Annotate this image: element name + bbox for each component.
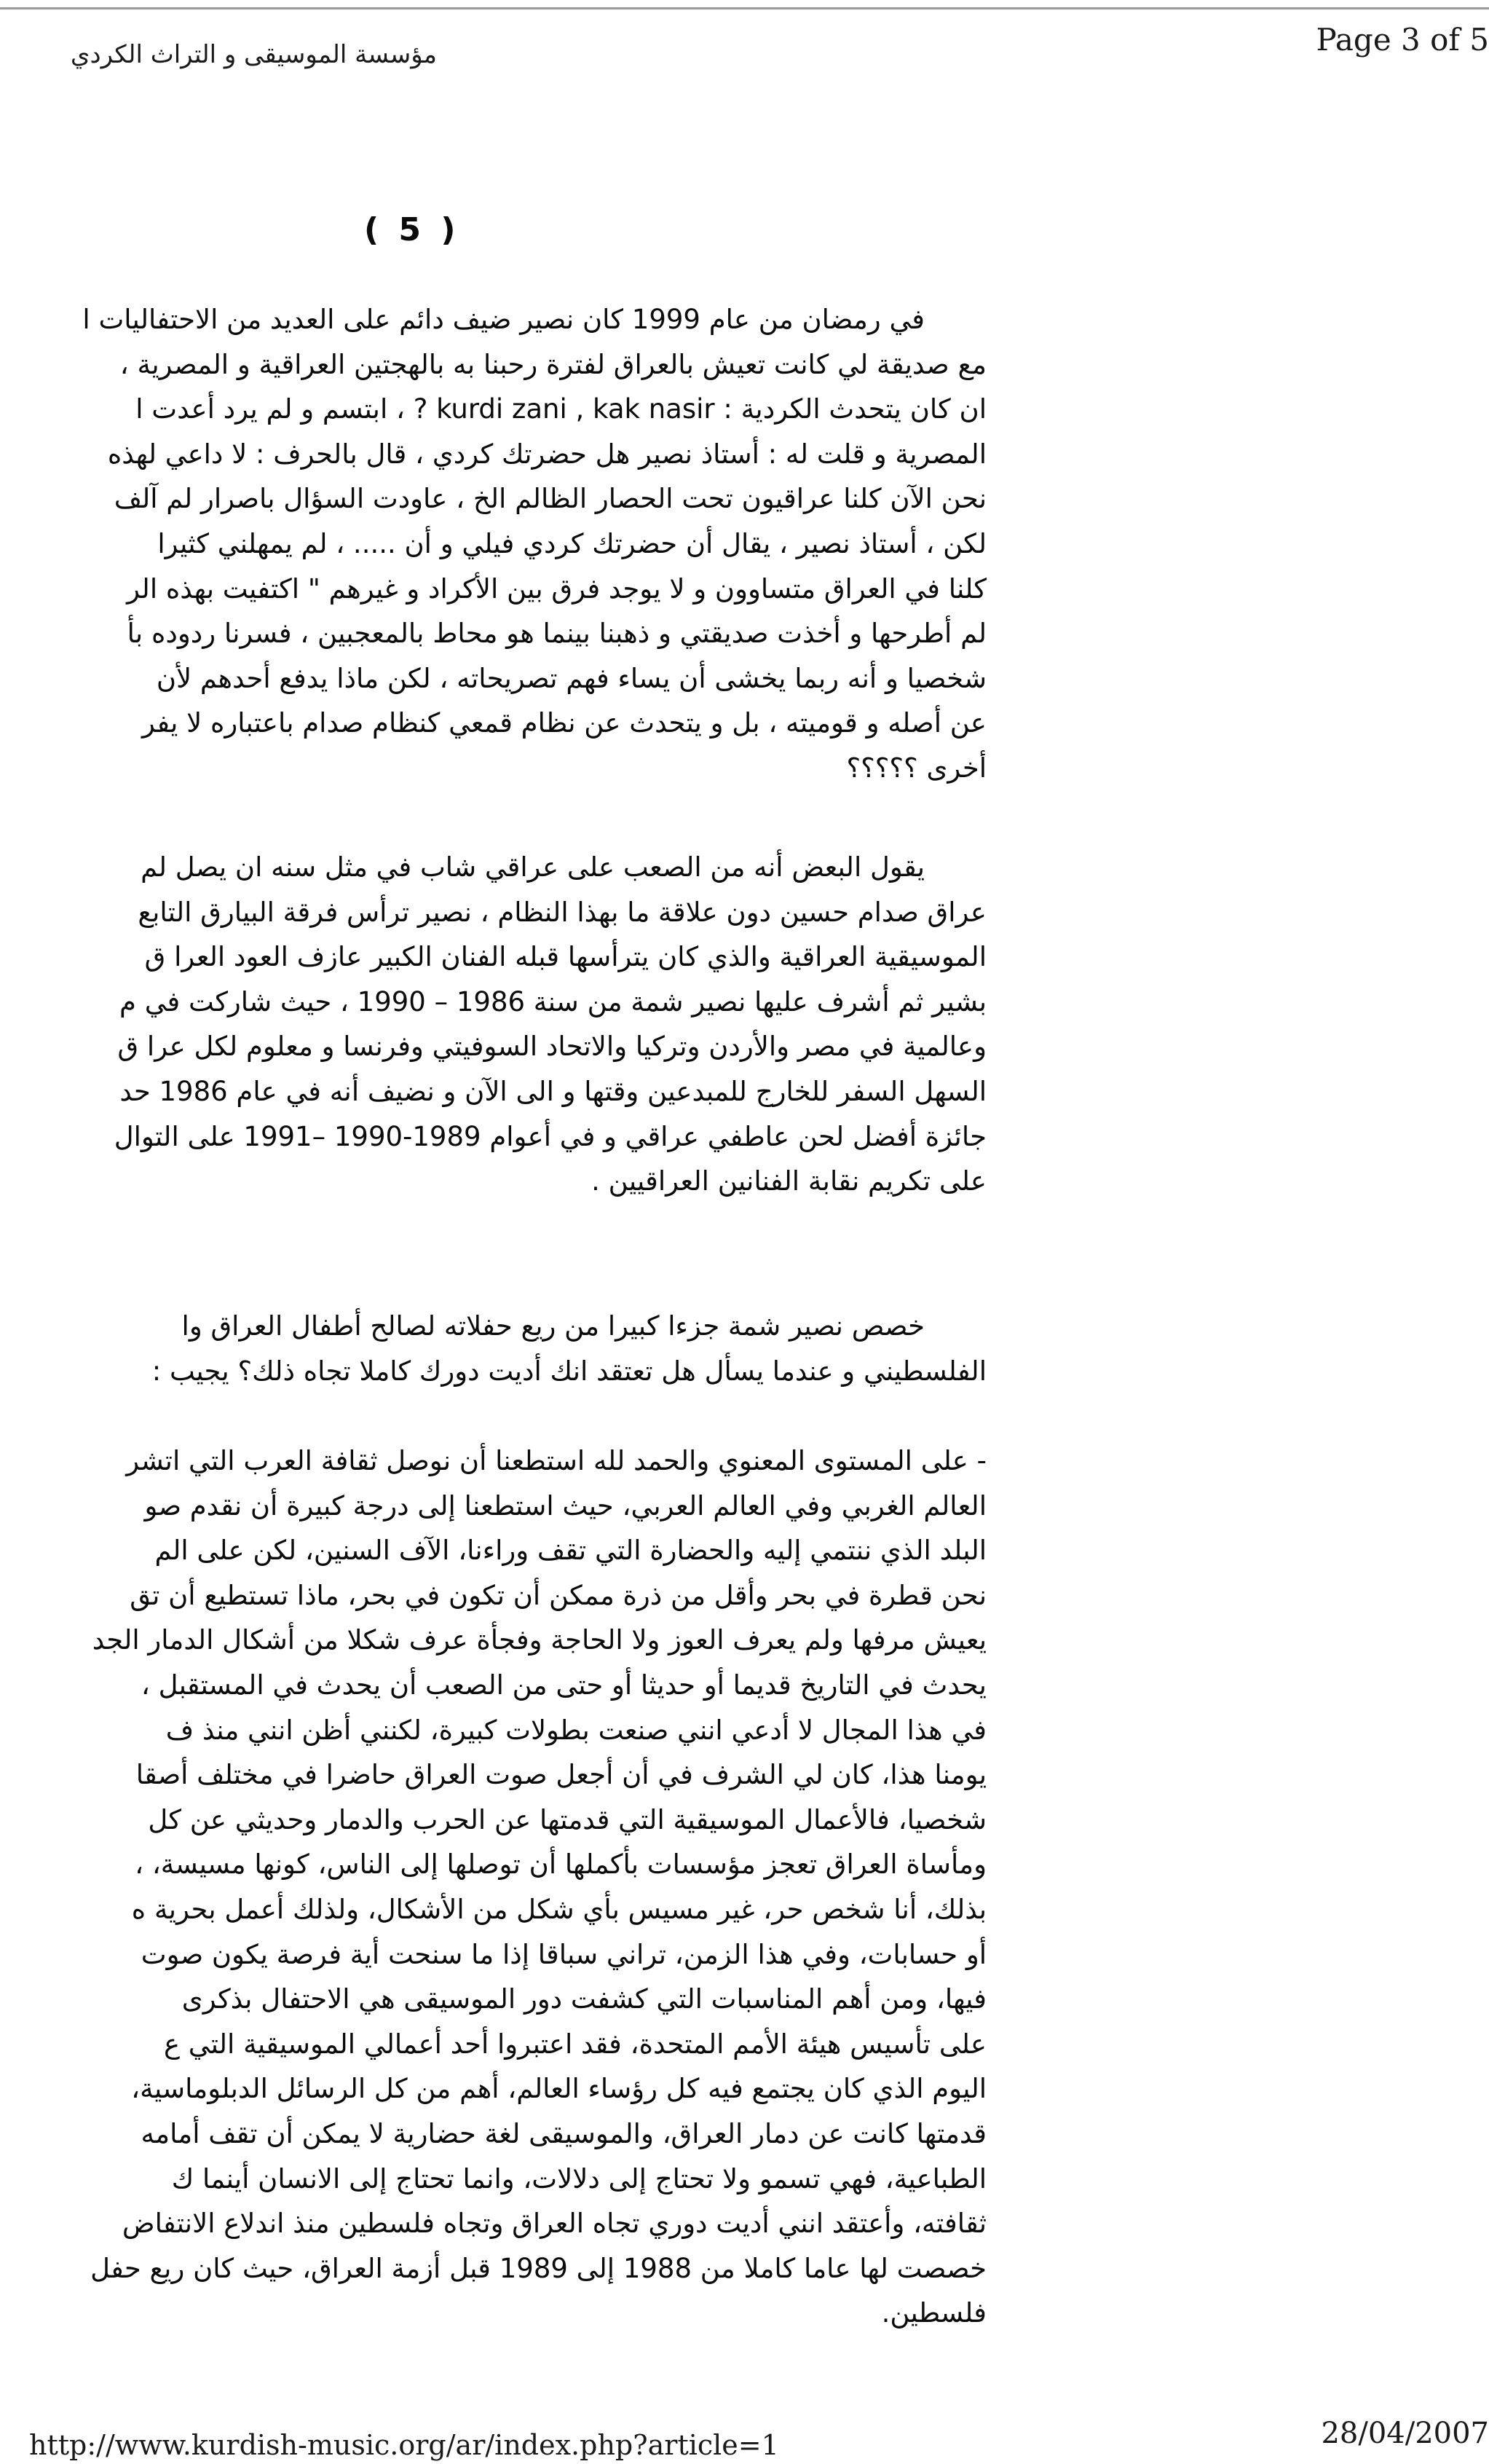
paragraph-line: البلد الذي ننتمي إليه والحضارة التي تقف وراءنا، الآف السنين، لكن على الم (154, 1535, 987, 1567)
site-name: مؤسسة الموسيقى و التراث الكردي (70, 40, 437, 69)
paragraph-line: الموسيقية العراقية والذي كان يترأسها قبله الفنان الكبير عازف العود العرا ق (144, 941, 987, 973)
paragraph-line: عراق صدام حسين دون علاقة ما بهذا النظام ، نصير ترأس فرقة البيارق التابع (138, 896, 987, 928)
paragraph-line: بذلك، أنا شخص حر، غير مسيس بأي شكل من الأشكال، ولذلك أعمل بحرية ه (131, 1893, 987, 1925)
paragraph-line: فيها، ومن أهم المناسبات التي كشفت دور الموسيقى هي الاحتفال بذكرى (181, 1983, 987, 2015)
paragraph-line: بشير ثم أشرف عليها نصير شمة من سنة 1986 – 1990 ، حيث شاركت في م (119, 985, 987, 1018)
paragraph-line: عن أصله و قوميته ، بل و يتحدث عن نظام قمعي كنظام صدام باعتباره لا يفر (141, 707, 987, 739)
paragraph-line: كلنا في العراق متساوون و لا يوجد فرق بين الأكراد و غيرهم " اكتفيت بهذه الر (127, 572, 987, 605)
footer-url: http://www.kurdish-music.org/ar/index.php?article=1 (29, 2429, 779, 2461)
paragraph-line: أخرى ؟؟؟؟؟ (846, 752, 987, 784)
paragraph-line: نحن الآن كلنا عراقيون تحت الحصار الظالم الخ ، عاودت السؤال باصرار لم آلف (114, 483, 987, 515)
paragraph-line: خصصت لها عاما كاملا من 1988 إلى 1989 قبل أزمة العراق، حيث كان ريع حفل (90, 2252, 987, 2284)
paragraph-line: المصرية و قلت له : أستاذ نصير هل حضرتك كردي ، قال بالحرف : لا داعي لهذه (107, 438, 987, 470)
paragraph-3 (0, 1304, 987, 1393)
paragraph-line: في رمضان من عام 1999 كان نصير ضيف دائم على العديد من الاحتفاليات ا (82, 304, 925, 335)
paragraph-line: ان كان يتحدث الكردية : kurdi zani , kak nasir ? ، ابتسم و لم يرد أعدت ا (135, 393, 987, 425)
footer-date: 28/04/2007 (1321, 2417, 1489, 2450)
paragraph-line: نحن قطرة في بحر وأقل من ذرة ممكن أن تكون في بحر، ماذا تستطيع أن تق (130, 1579, 987, 1611)
paragraph-line: على تأسيس هيئة الأمم المتحدة، فقد اعتبروا أحد أعمالي الموسيقية التي ع (163, 2028, 987, 2060)
paragraph-1 (0, 297, 987, 791)
page-number: Page 3 of 5 (1316, 22, 1489, 58)
paragraph-line: جائزة أفضل لحن عاطفي عراقي و في أعوام 1989-1990 –1991 على التوال (114, 1120, 987, 1152)
paragraph-line: على تكريم نقابة الفنانين العراقيين . (591, 1165, 987, 1197)
paragraph-line: العالم الغربي وفي العالم العربي، حيث استطعنا إلى درجة كبيرة أن نقدم صو (144, 1489, 987, 1522)
paragraph-line: اليوم الذي كان يجتمع فيه كل رؤساء العالم، أهم من كل الرسائل الدبلوماسية، (131, 2073, 987, 2105)
paragraph-line: ومأساة العراق تعجز مؤسسات بأكملها أن توصلها إلى الناس، كونها مسيسة، ، (135, 1849, 987, 1881)
paragraph-2 (0, 845, 987, 1204)
paragraph-line: في هذا المجال لا أدعي انني صنعت بطولات كبيرة، لكنني أظن انني منذ ف (165, 1714, 987, 1746)
paragraph-line: خصص نصير شمة جزءا كبيرا من ريع حفلاته لصالح أطفال العراق وا (181, 1310, 925, 1342)
paragraph-line: يقول البعض أنه من الصعب على عراقي شاب في مثل سنه ان يصل لم (141, 851, 925, 883)
section-number: ( 5 ) (364, 211, 460, 248)
paragraph-line: شخصيا، فالأعمال الموسيقية التي قدمتها عن الحرب والدمار وحديثي عن كل (148, 1803, 987, 1835)
paragraph-line: لكن ، أستاذ نصير ، يقال أن حضرتك كردي فيلي و أن ..... ، لم يمهلني كثيرا (157, 527, 987, 559)
paragraph-line: مع صديقة لي كانت تعيش بالعراق لفترة رحبنا به بالهجتين العراقية و المصرية ، (119, 348, 987, 380)
paragraph-line: وعالمية في مصر والأردن وتركيا والاتحاد السوفيتي وفرنسا و معلوم لكل عرا ق (117, 1031, 987, 1063)
paragraph-line: فلسطين. (881, 2297, 987, 2329)
paragraph-line: يحدث في التاريخ قديما أو حديثا أو حتى من الصعب أن يحدث في المستقبل ، (141, 1669, 987, 1701)
top-rule (0, 7, 1489, 9)
paragraph-line: يومنا هذا، كان لي الشرف في أن أجعل صوت العراق حاضرا في مختلف أصقا (135, 1759, 987, 1791)
paragraph-line: أو حسابات، وفي هذا الزمن، تراني سباقا إذا ما سنحت أية فرصة يكون صوت (141, 1938, 987, 1970)
paragraph-line: الطباعية، فهي تسمو ولا تحتاج إلى دلالات، وانما تحتاج إلى الانسان أينما ك (171, 2162, 987, 2195)
paragraph-line: لم أطرحها و أخذت صديقتي و ذهبنا بينما هو محاط بالمعجبين ، فسرنا ردوده بأ (127, 618, 987, 650)
paragraph-line: ثقافته، وأعتقد انني أديت دوري تجاه العراق وتجاه فلسطين منذ اندلاع الانتفاض (122, 2208, 987, 2240)
paragraph-4 (0, 1438, 987, 2336)
paragraph-line: يعيش مرفها ولم يعرف العوز ولا الحاجة وفجأة عرف شكلا من أشكال الدمار الجد (92, 1624, 987, 1656)
paragraph-line: قدمتها كانت عن دمار العراق، والموسيقى لغة حضارية لا يمكن أن تقف أمامه (141, 2117, 987, 2149)
paragraph-line: - على المستوى المعنوي والحمد لله استطعنا أن نوصل ثقافة العرب التي اتشر (126, 1445, 987, 1476)
paragraph-line: شخصيا و أنه ربما يخشى أن يساء فهم تصريحاته ، لكن ماذا يدفع أحدهم لأن (156, 662, 987, 694)
paragraph-line: الفلسطيني و عندما يسأل هل تعتقد انك أديت دورك كاملا تجاه ذلك؟ يجيب : (151, 1355, 987, 1387)
paragraph-line: السهل السفر للخارج للمبدعين وقتها و الى الآن و نضيف أنه في عام 1986 حد (119, 1075, 987, 1107)
